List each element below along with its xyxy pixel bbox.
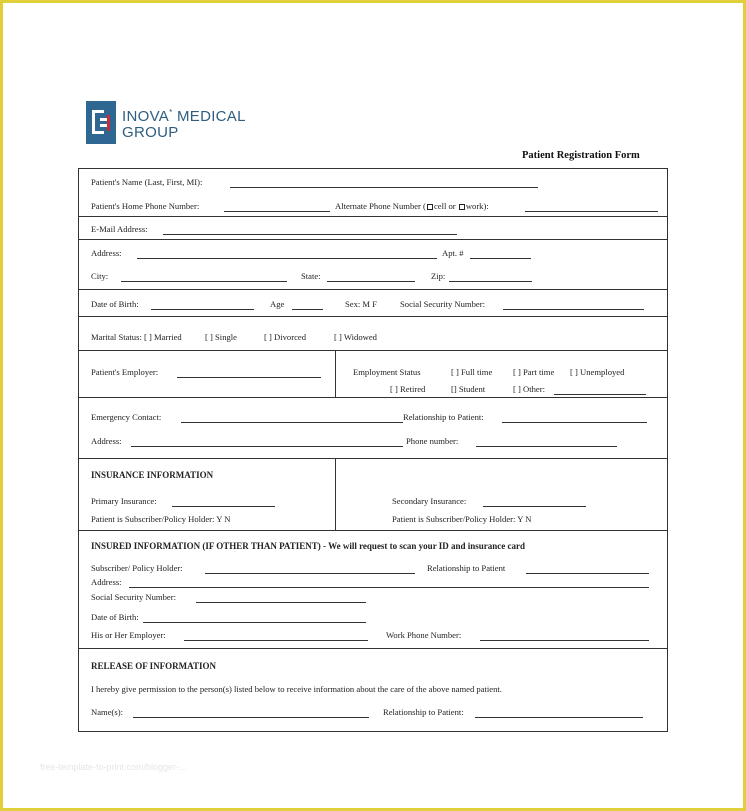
age-field[interactable] [292, 309, 323, 310]
patient-name-field[interactable] [230, 187, 538, 188]
home-phone-field[interactable] [224, 211, 330, 212]
release-relationship-label: Relationship to Patient: [383, 707, 464, 717]
emergency-address-label: Address: [91, 436, 122, 446]
employment-student[interactable]: [] Student [451, 384, 486, 394]
work-phone-label: Work Phone Number: [386, 630, 462, 640]
marital-married[interactable]: Marital Status: [ ] Married [91, 332, 182, 342]
apt-label: Apt. # [442, 248, 464, 258]
zip-label: Zip: [431, 271, 446, 281]
state-field[interactable] [327, 281, 415, 282]
emergency-relationship-label: Relationship to Patient: [403, 412, 484, 422]
section-employment [79, 351, 667, 398]
alt-phone-field[interactable] [525, 211, 658, 212]
section-address [79, 240, 667, 290]
release-names-label: Name(s): [91, 707, 123, 717]
secondary-subscriber-label[interactable]: Patient is Subscriber/Policy Holder: Y N [392, 514, 532, 524]
emergency-phone-label: Phone number: [406, 436, 459, 446]
employment-status-label: Employment Status [353, 367, 421, 377]
inova-logo [86, 101, 246, 144]
city-field[interactable] [121, 281, 287, 282]
release-statement: I hereby give permission to the person(s) listed below to receive information about the care of the above named patient. [91, 684, 502, 694]
employer-label: Patient's Employer: [91, 367, 159, 377]
email-label: E-Mail Address: [91, 224, 148, 234]
insured-address-label: Address: [91, 577, 122, 587]
insured-address-field[interactable] [129, 587, 649, 588]
insured-employer-field[interactable] [184, 640, 368, 641]
release-names-field[interactable] [133, 717, 369, 718]
patient-name-label: Patient's Name (Last, First, MI): [91, 177, 203, 187]
insured-ssn-label: Social Security Number: [91, 592, 176, 602]
employment-divider [335, 351, 336, 397]
apt-field[interactable] [470, 258, 531, 259]
insurance-divider [335, 459, 336, 530]
employment-unemployed[interactable]: [ ] Unemployed [570, 367, 625, 377]
employment-other[interactable]: [ ] Other: [513, 384, 545, 394]
work-phone-field[interactable] [480, 640, 649, 641]
employment-full-time[interactable]: [ ] Full time [451, 367, 493, 377]
primary-insurance-field[interactable] [172, 506, 275, 507]
zip-field[interactable] [449, 281, 532, 282]
address-field[interactable] [137, 258, 437, 259]
email-field[interactable] [163, 234, 457, 235]
secondary-insurance-label: Secondary Insurance: [392, 496, 467, 506]
marital-widowed[interactable]: [ ] Widowed [334, 332, 377, 342]
registration-form [78, 168, 668, 732]
insured-dob-field[interactable] [143, 622, 366, 623]
subscriber-field[interactable] [205, 573, 415, 574]
emergency-relationship-field[interactable] [502, 422, 647, 423]
ssn-label: Social Security Number: [400, 299, 485, 309]
emergency-address-field[interactable] [131, 446, 403, 447]
section-insurance [79, 459, 667, 531]
release-relationship-field[interactable] [475, 717, 643, 718]
insurance-heading: INSURANCE INFORMATION [91, 470, 214, 480]
employment-other-field[interactable] [554, 394, 646, 395]
dob-field[interactable] [151, 309, 254, 310]
section-insured [79, 531, 667, 649]
inova-logo-icon [86, 101, 116, 144]
employment-part-time[interactable]: [ ] Part time [513, 367, 555, 377]
state-label: State: [301, 271, 321, 281]
emergency-contact-label: Emergency Contact: [91, 412, 162, 422]
form-title: Patient Registration Form [522, 150, 640, 161]
sex-label[interactable]: Sex: M F [345, 299, 377, 309]
section-release [79, 649, 667, 732]
insured-relationship-field[interactable] [526, 573, 649, 574]
ssn-field[interactable] [503, 309, 644, 310]
emergency-phone-field[interactable] [476, 446, 617, 447]
primary-subscriber-label[interactable]: Patient is Subscriber/Policy Holder: Y N [91, 514, 231, 524]
insured-employer-label: His or Her Employer: [91, 630, 166, 640]
marital-divorced[interactable]: [ ] Divorced [264, 332, 306, 342]
release-heading: RELEASE OF INFORMATION [91, 661, 217, 671]
section-demographics [79, 290, 667, 317]
section-marital [79, 317, 667, 351]
work-checkbox[interactable] [459, 204, 465, 210]
employer-field[interactable] [177, 377, 321, 378]
marital-single[interactable]: [ ] Single [205, 332, 237, 342]
alt-phone-label: Alternate Phone Number ( cell or work): [335, 201, 489, 211]
subscriber-label: Subscriber/ Policy Holder: [91, 563, 183, 573]
insured-relationship-label: Relationship to Patient [427, 563, 506, 573]
logo-text: INOVA* MEDICAL GROUP [122, 107, 246, 141]
emergency-contact-field[interactable] [181, 422, 403, 423]
home-phone-label: Patient's Home Phone Number: [91, 201, 200, 211]
insured-ssn-field[interactable] [196, 602, 366, 603]
age-label: Age [270, 299, 285, 309]
secondary-insurance-field[interactable] [483, 506, 586, 507]
primary-insurance-label: Primary Insurance: [91, 496, 157, 506]
insured-heading: INSURED INFORMATION (IF OTHER THAN PATIENT) - We will request to scan your ID and insurance card [91, 541, 526, 551]
section-patient-contact [79, 169, 667, 217]
section-email [79, 217, 667, 240]
employment-retired[interactable]: [ ] Retired [390, 384, 426, 394]
city-label: City: [91, 271, 109, 281]
address-label: Address: [91, 248, 122, 258]
cell-checkbox[interactable] [427, 204, 433, 210]
insured-dob-label: Date of Birth: [91, 612, 139, 622]
dob-label: Date of Birth: [91, 299, 139, 309]
watermark: free-template-to-print.com/blogger-... [40, 762, 187, 772]
section-emergency [79, 398, 667, 459]
